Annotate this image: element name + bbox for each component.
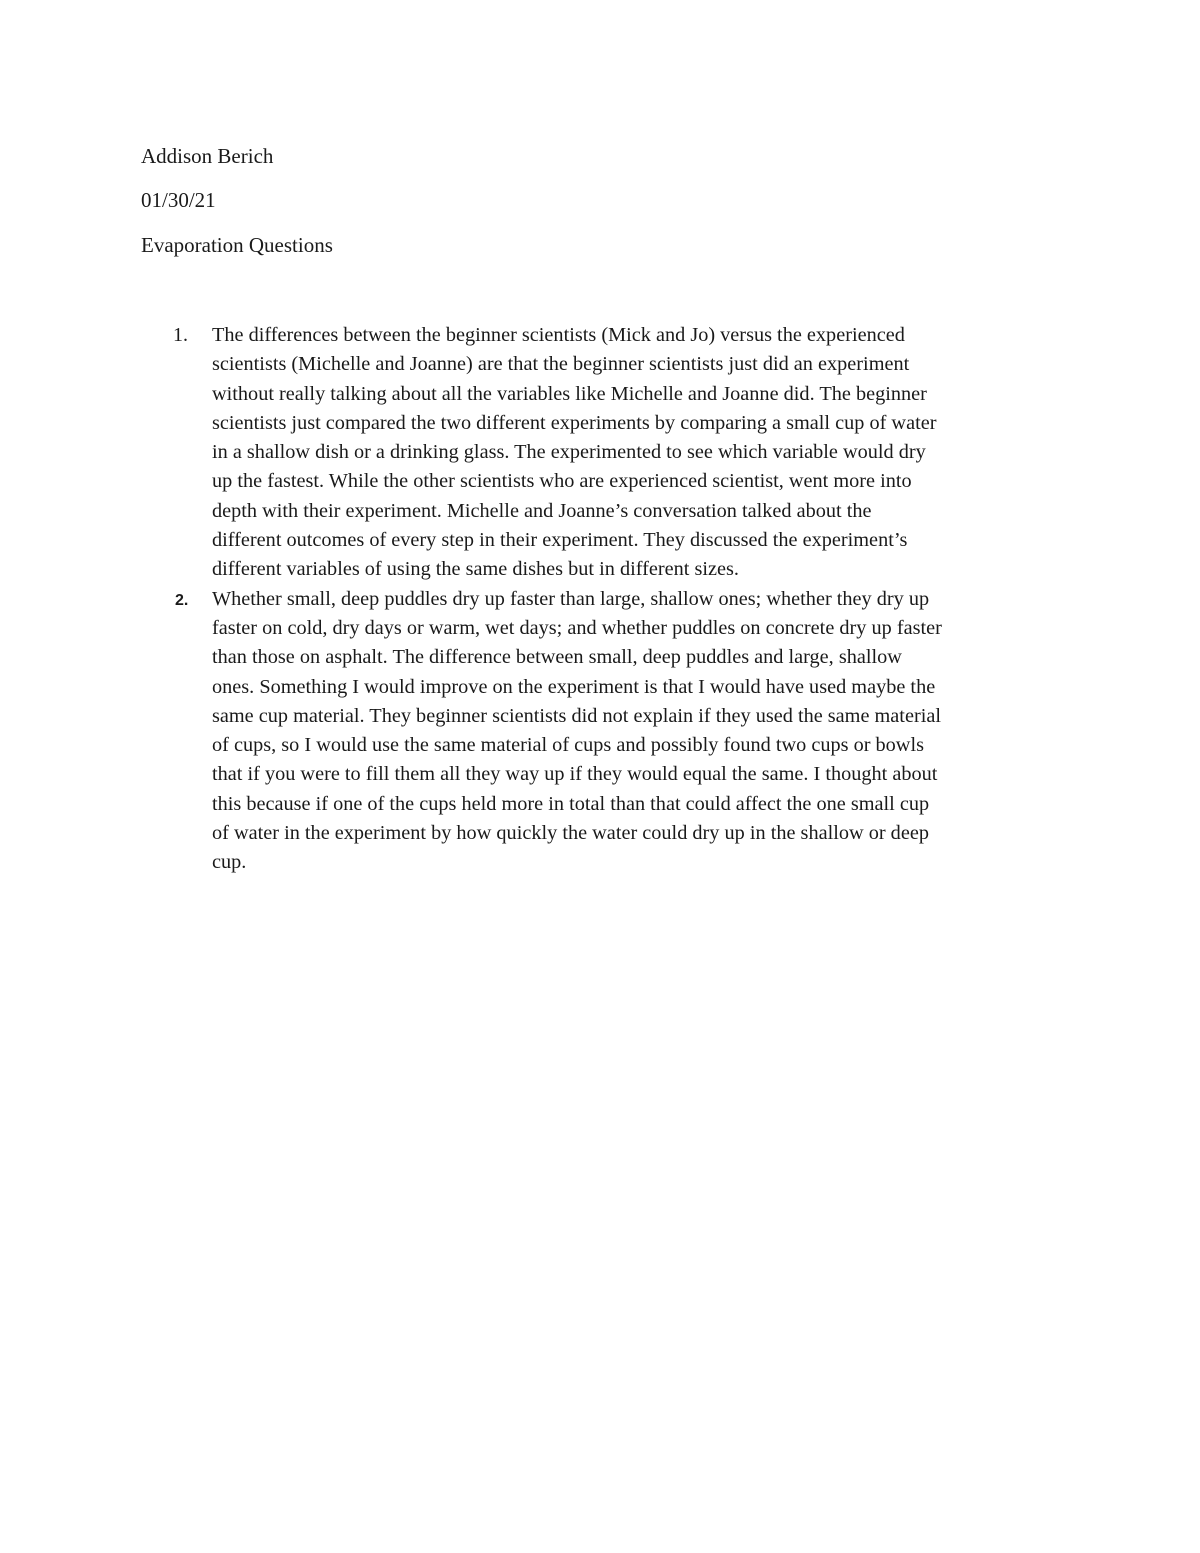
answer-line: in a shallow dish or a drinking glass. The experimented to see which variable would dry [212,441,926,464]
answer-line: this because if one of the cups held more in total than that could affect the one small cup [212,792,930,815]
answer-text [212,321,1072,585]
answer-line: without really talking about all the variables like Michelle and Joanne did. The beginner [212,382,927,405]
answer-line: Whether small, deep puddles dry up faster than large, shallow ones; whether they dry up [212,587,930,610]
answer-text [212,585,1072,878]
answer-line: faster on cold, dry days or warm, wet days; and whether puddles on concrete dry up faster [212,616,942,639]
answer-number: 2. [175,591,189,609]
answer-line: cup. [212,851,247,874]
answer-line: scientists (Michelle and Joanne) are that the beginner scientists just did an experiment [212,353,910,376]
answer-item-1 [0,321,1200,585]
document-date: 01/30/21 [141,188,216,212]
author-name: Addison Berich [141,144,274,168]
answer-line: up the fastest. While the other scientists who are experienced scientist, went more into [212,470,912,493]
answer-line: same cup material. They beginner scientists did not explain if they used the same material [212,704,941,727]
document-title: Evaporation Questions [141,233,333,257]
answer-line: of water in the experiment by how quickly the water could dry up in the shallow or deep [212,822,929,845]
answer-line: that if you were to fill them all they way up if they would equal the same. I thought about [212,763,938,786]
answer-line: depth with their experiment. Michelle and Joanne’s conversation talked about the [212,499,872,522]
answer-line: different variables of using the same dishes but in different sizes. [212,558,739,581]
answer-line: ones. Something I would improve on the experiment is that I would have used maybe the [212,675,936,698]
answer-line: than those on asphalt. The difference between small, deep puddles and large, shallow [212,646,902,669]
answer-list [0,321,1200,878]
answer-line: of cups, so I would use the same material of cups and possibly found two cups or bowls [212,734,924,757]
answer-number: 1. [173,324,188,346]
answer-line: different outcomes of every step in their experiment. They discussed the experiment’s [212,529,908,552]
answer-item-2 [0,585,1200,878]
answer-line: The differences between the beginner scientists (Mick and Jo) versus the experienced [212,324,905,346]
answer-line: scientists just compared the two different experiments by comparing a small cup of water [212,411,937,434]
